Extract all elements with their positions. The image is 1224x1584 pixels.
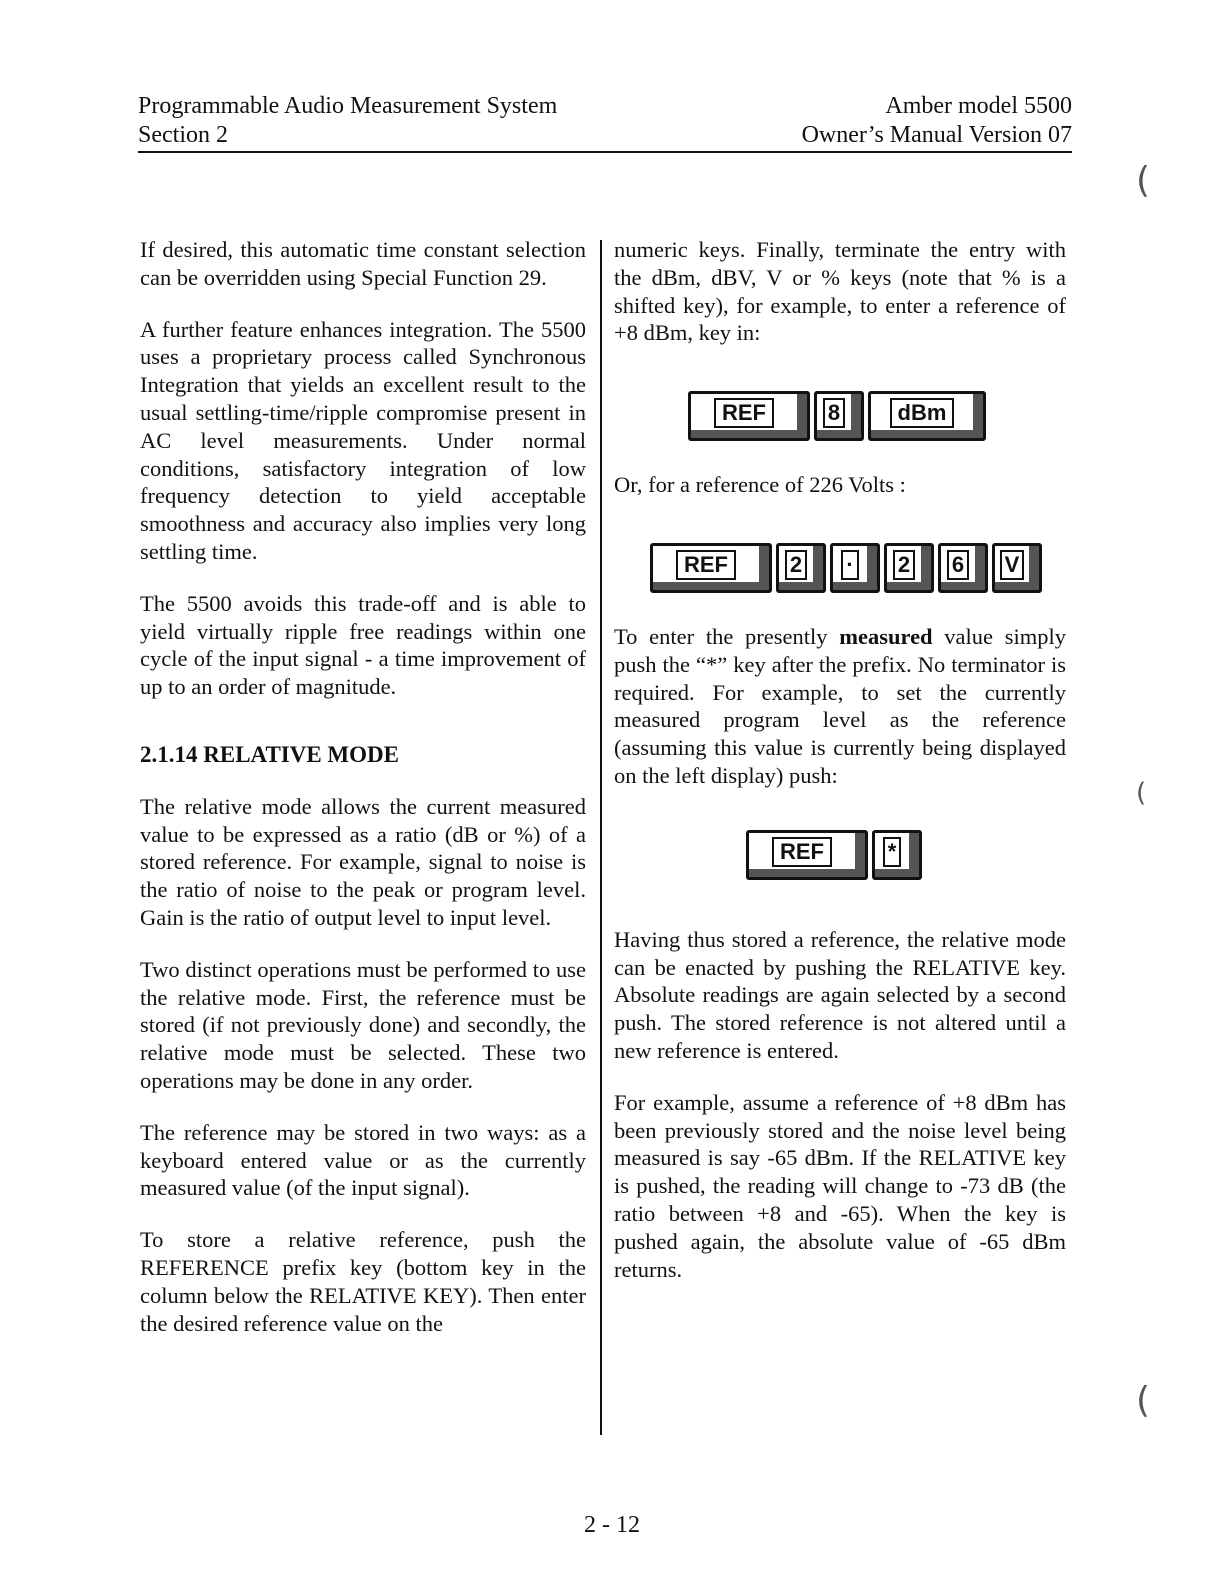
binder-hole-mark: ( — [1136, 160, 1151, 201]
header-right — [802, 92, 1072, 150]
ref-key-illustration: REF — [746, 830, 868, 880]
paragraph: To store a relative reference, push the REFERENCE prefix key (bottom key in the column below the RELATIVE KEY). Then enter the desired reference value on the — [140, 1227, 586, 1336]
ref-key-illustration: REF — [688, 391, 810, 441]
dbm-key-illustration: dBm — [868, 391, 986, 441]
key-sequence-ref-star — [746, 830, 1066, 880]
volts-key-illustration: V — [992, 543, 1042, 593]
paragraph: The relative mode allows the current measured value to be expressed as a ratio (dB or %) of a stored reference. For example, signal to noise is the ratio of noise to the peak or program level. Gain is the ratio of output level to input level. — [140, 793, 586, 930]
header-version: Owner’s Manual Version 07 — [801, 122, 1072, 148]
header-section: Section 2 — [138, 122, 228, 148]
two-key-illustration: 2 — [884, 543, 934, 593]
paragraph: The reference may be stored in two ways: as a keyboard entered value or as the currently measured value (of the input signal). — [140, 1119, 586, 1201]
binder-hole-mark: ( — [1136, 1380, 1151, 1421]
header-title: Programmable Audio Measurement System — [138, 93, 558, 119]
key-sequence-ref-226-v — [650, 543, 1066, 593]
right-column — [614, 236, 1066, 1307]
paragraph: If desired, this automatic time constant selection can be overridden using Special Function 29. — [140, 237, 586, 290]
header-model: Amber model 5500 — [885, 93, 1072, 119]
paragraph: Having thus stored a reference, the relative mode can be enacted by pushing the RELATIVE key. Absolute readings are again selected by a second push. The stored reference is not altered until a new reference is entered. — [614, 926, 1066, 1063]
page-number: 2 - 12 — [584, 1512, 640, 1538]
paragraph: For example, assume a reference of +8 dBm has been previously stored and the noise level being measured is say -65 dBm. If the RELATIVE key is pushed, the reading will change to -73 dB (the ratio between +8 and -65). When the key is pushed again, the absolute value of -65 dBm returns. — [614, 1089, 1066, 1282]
paragraph: To enter the presently measured value simply push the “*” key after the prefix. No terminator is required. For example, to set the currently measured program level as the reference (assuming this value is currently being displayed on the left display) push: — [614, 623, 1066, 788]
ref-key-illustration: REF — [650, 543, 772, 593]
paragraph: Two distinct operations must be performed to use the relative mode. First, the reference must be stored (if not previously done) and secondly, the relative mode must be selected. These two operations may be done in any order. — [140, 956, 586, 1093]
header-divider — [138, 151, 1072, 153]
paragraph: Or, for a reference of 226 Volts : — [614, 472, 906, 498]
binder-hole-mark: ( — [1136, 778, 1147, 808]
six-key-illustration: 6 — [938, 543, 988, 593]
star-key-illustration: * — [872, 830, 922, 880]
paragraph: The 5500 avoids this trade-off and is able to yield virtually ripple free readings within one cycle of the input signal - a time improvement of up to an order of magnitude. — [140, 590, 586, 700]
key-sequence-ref-8-dbm — [688, 391, 1066, 441]
two-key-illustration: 2 — [776, 543, 826, 593]
section-heading: 2.1.14 RELATIVE MODE — [140, 741, 399, 767]
column-divider — [600, 240, 602, 1435]
emphasis: measured — [839, 623, 933, 649]
header-left — [138, 92, 557, 150]
eight-key-illustration: 8 — [814, 391, 864, 441]
paragraph: numeric keys. Finally, terminate the entry with the dBm, dBV, V or % keys (note that % is a shifted key), for example, to enter a reference of +8 dBm, key in: — [614, 237, 1066, 346]
left-column — [140, 236, 586, 1361]
decimal-key-illustration: · — [830, 543, 880, 593]
paragraph: A further feature enhances integration. The 5500 uses a proprietary process called Synchronous Integration that yields an excellent result to the usual settling-time/ripple compromise present in AC level measurements. Under normal conditions, satisfactory integration of low frequency detection to yield acceptable smoothness and accuracy also implies very long settling time. — [140, 316, 586, 564]
